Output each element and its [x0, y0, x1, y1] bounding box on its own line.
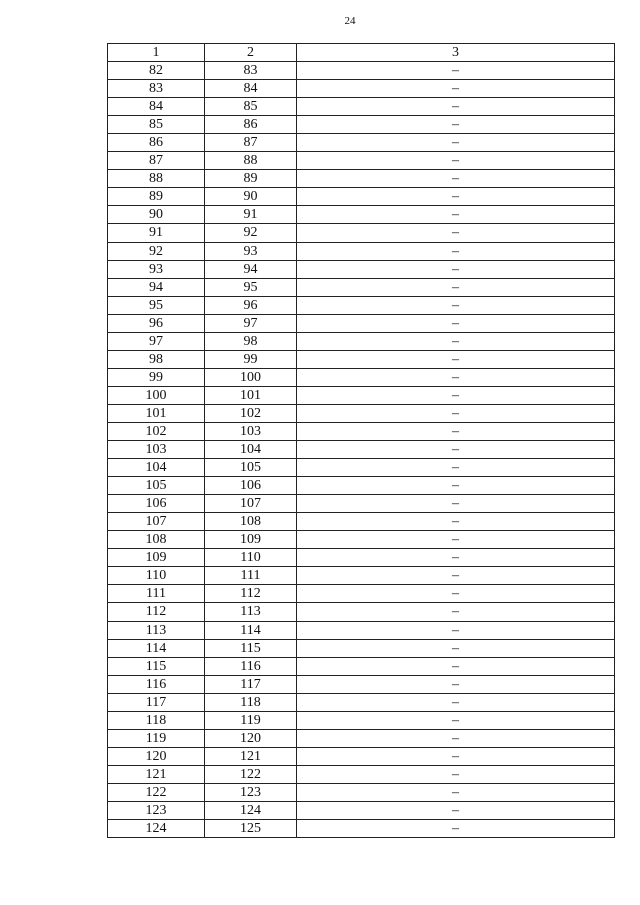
table-cell-col-3: – — [297, 224, 615, 242]
table-cell-col-1: 101 — [108, 404, 205, 422]
table-cell-col-1: 113 — [108, 621, 205, 639]
table-cell-col-1: 93 — [108, 260, 205, 278]
table-row — [108, 820, 615, 838]
column-header-1: 1 — [108, 44, 205, 62]
table-cell-col-3: – — [297, 477, 615, 495]
table-cell-col-2: 110 — [205, 549, 297, 567]
table-row — [108, 260, 615, 278]
table-cell-col-1: 90 — [108, 206, 205, 224]
table-row — [108, 585, 615, 603]
table-cell-col-1: 91 — [108, 224, 205, 242]
column-header-3: 3 — [297, 44, 615, 62]
table-cell-col-2: 107 — [205, 495, 297, 513]
table-cell-col-1: 111 — [108, 585, 205, 603]
table-cell-col-1: 114 — [108, 639, 205, 657]
table-cell-col-2: 86 — [205, 116, 297, 134]
table-cell-col-2: 102 — [205, 404, 297, 422]
table-cell-col-2: 88 — [205, 152, 297, 170]
table-row — [108, 314, 615, 332]
table-cell-col-2: 114 — [205, 621, 297, 639]
column-header-2: 2 — [205, 44, 297, 62]
table-cell-col-3: – — [297, 531, 615, 549]
data-table — [107, 43, 615, 838]
table-cell-col-1: 103 — [108, 441, 205, 459]
table-cell-col-2: 89 — [205, 170, 297, 188]
table-cell-col-1: 109 — [108, 549, 205, 567]
table-row — [108, 242, 615, 260]
table-cell-col-2: 84 — [205, 80, 297, 98]
table-cell-col-2: 91 — [205, 206, 297, 224]
table-cell-col-3: – — [297, 495, 615, 513]
table-cell-col-1: 112 — [108, 603, 205, 621]
table-row — [108, 224, 615, 242]
table-row — [108, 80, 615, 98]
table-row — [108, 675, 615, 693]
table-cell-col-1: 105 — [108, 477, 205, 495]
table-cell-col-3: – — [297, 639, 615, 657]
table-cell-col-3: – — [297, 711, 615, 729]
table-row — [108, 801, 615, 819]
table-row — [108, 188, 615, 206]
table-row — [108, 116, 615, 134]
table-cell-col-1: 83 — [108, 80, 205, 98]
table-cell-col-1: 122 — [108, 783, 205, 801]
table-cell-col-3: – — [297, 116, 615, 134]
table-cell-col-1: 95 — [108, 296, 205, 314]
table-row — [108, 368, 615, 386]
table-row — [108, 621, 615, 639]
table-row — [108, 711, 615, 729]
table-cell-col-3: – — [297, 350, 615, 368]
table-cell-col-3: – — [297, 657, 615, 675]
table-row — [108, 549, 615, 567]
table-row — [108, 296, 615, 314]
table-cell-col-2: 103 — [205, 422, 297, 440]
table-cell-col-3: – — [297, 368, 615, 386]
table-row — [108, 404, 615, 422]
table-cell-col-2: 112 — [205, 585, 297, 603]
table-cell-col-3: – — [297, 603, 615, 621]
table-cell-col-2: 119 — [205, 711, 297, 729]
table-cell-col-2: 105 — [205, 459, 297, 477]
table-cell-col-1: 102 — [108, 422, 205, 440]
table-cell-col-3: – — [297, 206, 615, 224]
table-cell-col-3: – — [297, 62, 615, 80]
table-row — [108, 477, 615, 495]
table-cell-col-3: – — [297, 459, 615, 477]
table-row — [108, 62, 615, 80]
table-cell-col-3: – — [297, 765, 615, 783]
table-cell-col-1: 99 — [108, 368, 205, 386]
table-row — [108, 350, 615, 368]
table-cell-col-2: 108 — [205, 513, 297, 531]
table-cell-col-2: 113 — [205, 603, 297, 621]
table-cell-col-1: 89 — [108, 188, 205, 206]
table-row — [108, 693, 615, 711]
table-row — [108, 657, 615, 675]
table-cell-col-2: 104 — [205, 441, 297, 459]
table-cell-col-3: – — [297, 386, 615, 404]
table-cell-col-1: 123 — [108, 801, 205, 819]
table-cell-col-1: 115 — [108, 657, 205, 675]
table-cell-col-1: 120 — [108, 747, 205, 765]
table-cell-col-1: 118 — [108, 711, 205, 729]
table-row — [108, 783, 615, 801]
table-cell-col-2: 101 — [205, 386, 297, 404]
table-cell-col-1: 96 — [108, 314, 205, 332]
table-row — [108, 495, 615, 513]
table-cell-col-2: 98 — [205, 332, 297, 350]
table-cell-col-2: 97 — [205, 314, 297, 332]
table-cell-col-3: – — [297, 783, 615, 801]
table-cell-col-3: – — [297, 747, 615, 765]
table-cell-col-3: – — [297, 242, 615, 260]
table-cell-col-3: – — [297, 278, 615, 296]
table-cell-col-1: 86 — [108, 134, 205, 152]
page-number: 24 — [344, 15, 356, 27]
table-cell-col-3: – — [297, 170, 615, 188]
table-cell-col-1: 110 — [108, 567, 205, 585]
header-row — [108, 44, 615, 62]
table-cell-col-3: – — [297, 441, 615, 459]
table-cell-col-2: 93 — [205, 242, 297, 260]
table-cell-col-3: – — [297, 98, 615, 116]
table-row — [108, 567, 615, 585]
table-cell-col-1: 108 — [108, 531, 205, 549]
table-cell-col-1: 100 — [108, 386, 205, 404]
table-cell-col-2: 90 — [205, 188, 297, 206]
table-cell-col-2: 115 — [205, 639, 297, 657]
table-row — [108, 765, 615, 783]
table-cell-col-2: 116 — [205, 657, 297, 675]
table-cell-col-3: – — [297, 188, 615, 206]
table-row — [108, 206, 615, 224]
table-cell-col-3: – — [297, 567, 615, 585]
table-cell-col-3: – — [297, 134, 615, 152]
table-row — [108, 441, 615, 459]
table-row — [108, 332, 615, 350]
table-cell-col-2: 94 — [205, 260, 297, 278]
table-cell-col-1: 104 — [108, 459, 205, 477]
table-row — [108, 98, 615, 116]
table-row — [108, 459, 615, 477]
table-cell-col-2: 122 — [205, 765, 297, 783]
table-row — [108, 386, 615, 404]
table-cell-col-2: 92 — [205, 224, 297, 242]
table-row — [108, 134, 615, 152]
table-cell-col-3: – — [297, 801, 615, 819]
table-cell-col-3: – — [297, 332, 615, 350]
table-cell-col-2: 83 — [205, 62, 297, 80]
table-cell-col-3: – — [297, 404, 615, 422]
table-cell-col-3: – — [297, 80, 615, 98]
table-header — [108, 44, 615, 62]
table-row — [108, 278, 615, 296]
table-row — [108, 152, 615, 170]
table-cell-col-1: 124 — [108, 820, 205, 838]
table-body — [108, 62, 615, 838]
table-cell-col-3: – — [297, 585, 615, 603]
table-row — [108, 729, 615, 747]
table-cell-col-2: 118 — [205, 693, 297, 711]
table-cell-col-2: 106 — [205, 477, 297, 495]
table-cell-col-1: 107 — [108, 513, 205, 531]
table-cell-col-1: 92 — [108, 242, 205, 260]
table-row — [108, 603, 615, 621]
table-cell-col-3: – — [297, 675, 615, 693]
table-cell-col-1: 116 — [108, 675, 205, 693]
table-cell-col-1: 88 — [108, 170, 205, 188]
table-cell-col-1: 117 — [108, 693, 205, 711]
table-cell-col-2: 95 — [205, 278, 297, 296]
table-row — [108, 531, 615, 549]
table-row — [108, 170, 615, 188]
table-cell-col-3: – — [297, 621, 615, 639]
table-cell-col-3: – — [297, 549, 615, 567]
table-cell-col-2: 100 — [205, 368, 297, 386]
table-cell-col-3: – — [297, 314, 615, 332]
table-cell-col-1: 97 — [108, 332, 205, 350]
table-cell-col-3: – — [297, 422, 615, 440]
table-cell-col-2: 99 — [205, 350, 297, 368]
table-cell-col-2: 111 — [205, 567, 297, 585]
table-cell-col-1: 87 — [108, 152, 205, 170]
table-cell-col-3: – — [297, 729, 615, 747]
table-row — [108, 422, 615, 440]
table-cell-col-2: 96 — [205, 296, 297, 314]
table-cell-col-1: 119 — [108, 729, 205, 747]
table-row — [108, 513, 615, 531]
table-cell-col-3: – — [297, 260, 615, 278]
table-cell-col-1: 98 — [108, 350, 205, 368]
table-cell-col-1: 121 — [108, 765, 205, 783]
table-cell-col-3: – — [297, 152, 615, 170]
table-cell-col-2: 124 — [205, 801, 297, 819]
table-cell-col-2: 121 — [205, 747, 297, 765]
table-cell-col-2: 120 — [205, 729, 297, 747]
table-cell-col-3: – — [297, 513, 615, 531]
table-cell-col-2: 117 — [205, 675, 297, 693]
table-cell-col-1: 84 — [108, 98, 205, 116]
table-cell-col-2: 109 — [205, 531, 297, 549]
table-cell-col-1: 106 — [108, 495, 205, 513]
table-cell-col-1: 85 — [108, 116, 205, 134]
table-cell-col-1: 82 — [108, 62, 205, 80]
table-cell-col-2: 85 — [205, 98, 297, 116]
table-row — [108, 639, 615, 657]
table-cell-col-1: 94 — [108, 278, 205, 296]
table-cell-col-2: 87 — [205, 134, 297, 152]
table-cell-col-2: 123 — [205, 783, 297, 801]
table-cell-col-3: – — [297, 296, 615, 314]
table-row — [108, 747, 615, 765]
table-cell-col-3: – — [297, 693, 615, 711]
table-cell-col-3: – — [297, 820, 615, 838]
table-cell-col-2: 125 — [205, 820, 297, 838]
